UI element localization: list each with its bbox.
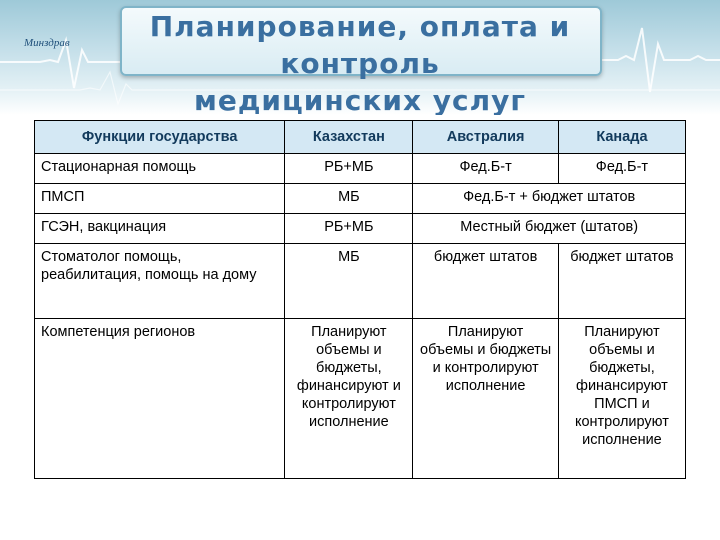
table-row: [35, 214, 686, 244]
table-row: [35, 184, 686, 214]
table-row: [35, 319, 686, 479]
header-cell-kazakhstan: Казахстан: [285, 121, 413, 154]
ministry-logo: Минздрав: [24, 37, 70, 49]
cell-kazakhstan: РБ+МБ: [285, 154, 413, 184]
table-row: [35, 244, 686, 319]
row-label: ГСЭН, вакцинация: [35, 214, 285, 244]
cell-australia: бюджет штатов: [413, 244, 558, 319]
row-label: Стационарная помощь: [35, 154, 285, 184]
comparison-table: [34, 120, 686, 479]
row-label: Стоматолог помощь, реабилитация, помощь на дому: [35, 244, 285, 319]
row-label: Компетенция регионов: [35, 319, 285, 479]
cell-australia: Фед.Б-т: [413, 154, 558, 184]
cell-kazakhstan: МБ: [285, 244, 413, 319]
cell-australia: Планируют объемы и бюджеты и контролируют исполнение: [413, 319, 558, 479]
title-line-1: Планирование, оплата и контроль: [149, 10, 571, 80]
cell-canada: бюджет штатов: [558, 244, 685, 319]
header-cell-functions: Функции государства: [35, 121, 285, 154]
row-label: ПМСП: [35, 184, 285, 214]
title-line-2: медицинских услуг: [193, 84, 527, 115]
cell-kazakhstan: Планируют объемы и бюджеты, финансируют и контролируют исполнение: [285, 319, 413, 479]
table-row: [35, 154, 686, 184]
header-cell-canada: Канада: [558, 121, 685, 154]
header-band: [0, 0, 720, 115]
cell-australia-canada: Местный бюджет (штатов): [413, 214, 686, 244]
cell-canada: Планируют объемы и бюджеты, финансируют ПМСП и контролируют исполнение: [558, 319, 685, 479]
cell-canada: Фед.Б-т: [558, 154, 685, 184]
table-header-row: [35, 121, 686, 154]
header-cell-australia: Австралия: [413, 121, 558, 154]
cell-kazakhstan: МБ: [285, 184, 413, 214]
cell-kazakhstan: РБ+МБ: [285, 214, 413, 244]
page-title: [70, 8, 650, 115]
cell-australia-canada: Фед.Б-т + бюджет штатов: [413, 184, 686, 214]
